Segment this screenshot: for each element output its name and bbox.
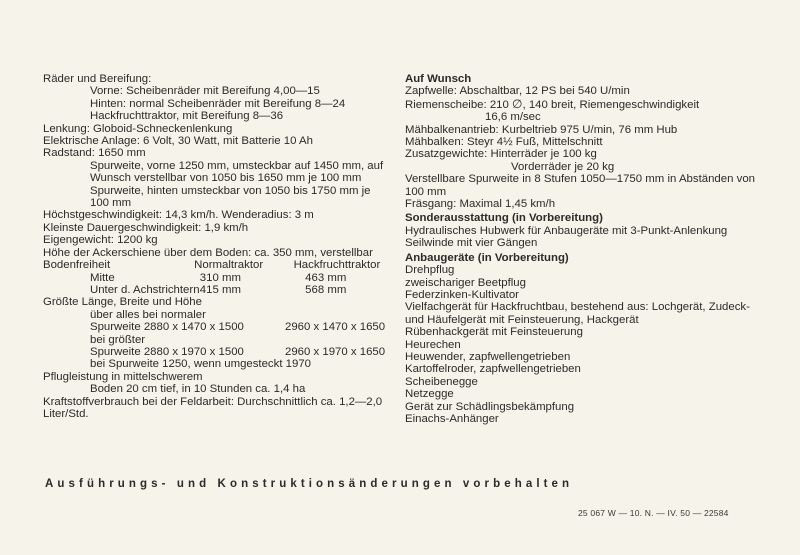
wheels-front: Vorne: Scheibenräder mit Bereifung 4,00—15 — [90, 85, 320, 98]
attachment-item: zweischariger Beetpflug — [405, 276, 526, 289]
milling-spec: Fräsgang: Maximal 1,45 km/h — [405, 198, 556, 211]
dims-biggest: bei größter — [90, 333, 146, 346]
pto-spec: Zapfwelle: Abschaltbar, 12 PS bei 540 U/min — [405, 85, 630, 98]
pulley-prefix: Riemenscheibe: 210 — [405, 98, 509, 111]
clearance-row — [43, 284, 393, 296]
multi-tool-spec: Vielfachgerät für Hackfruchtbau, bestehend aus: Lochgerät, Zudeck- und Häufelgerät mit Feinsteuerung, Hackgerät — [405, 301, 750, 326]
dims-row-hack: 2960 x 1470 x 1650 — [285, 321, 386, 334]
winch-spec: Seilwinde mit vier Gängen — [405, 237, 538, 250]
clearance-row-label: Mitte — [90, 271, 115, 284]
mower-drive-spec: Mähbalkenantrieb: Kurbeltrieb 975 U/min, 76 mm Hub — [405, 123, 678, 136]
left-column — [43, 73, 393, 420]
attachment-item: Netzegge — [405, 388, 454, 401]
attachment-item: Heuwender, zapfwellengetrieben — [405, 350, 571, 363]
clearance-row-normal: 310 mm — [199, 271, 241, 284]
dims-row — [43, 346, 393, 358]
attach-heading: Anbaugeräte (in Vorbereitung) — [405, 251, 569, 264]
special-heading: Sonderausstattung (in Vorbereitung) — [405, 212, 603, 225]
attachment-item: Gerät zur Schädlingsbekämpfung — [405, 400, 575, 413]
electric-spec: Elektrische Anlage: 6 Volt, 30 Watt, mit Batterie 10 Ah — [43, 135, 313, 148]
track-rear-spec: Spurweite, hinten umsteckbar von 1050 bis 1750 mm je 100 mm — [90, 184, 371, 210]
optional-heading: Auf Wunsch — [405, 73, 472, 85]
clearance-row-normal: 415 mm — [199, 283, 241, 296]
right-column — [405, 73, 760, 425]
attachment-item: Drehpflug — [405, 264, 455, 277]
clearance-label: Bodenfreiheit — [43, 259, 111, 272]
track-adjust-spec: Verstellbare Spurweite in 8 Stufen 1050—1750 mm in Abständen von 100 mm — [405, 173, 755, 198]
mower-bar-spec: Mähbalken: Steyr 4½ Fuß, Mittelschnitt — [405, 136, 603, 149]
wheels-heading: Räder und Bereifung: — [43, 73, 152, 85]
extra-weights-rear: Zusatzgewichte: Hinterräder je 100 kg — [405, 148, 597, 161]
dims-row-normal: Spurweite 2880 x 1970 x 1500 — [90, 345, 244, 358]
clearance-row-hack: 568 mm — [305, 283, 347, 296]
fuel-spec: Kraftstoffverbrauch bei der Feldarbeit: Durchschnittlich ca. 1,2—2,0 Liter/Std. — [43, 395, 383, 420]
pulley-spec — [405, 98, 760, 111]
wheels-rear: Hinten: normal Scheibenräder mit Bereifung 8—24 — [90, 97, 346, 110]
clearance-row — [43, 272, 393, 284]
clearance-row-hack: 463 mm — [305, 271, 347, 284]
plough-heading: Pflugleistung in mittelschwerem — [43, 370, 203, 383]
steering-spec: Lenkung: Globoid-Schneckenlenkung — [43, 122, 233, 135]
diameter-icon: ∅ — [512, 96, 523, 111]
attachment-item: Rübenhackgerät mit Feinsteuerung — [405, 326, 583, 339]
wheels-hack: Hackfruchttraktor, mit Bereifung 8—36 — [90, 110, 284, 123]
dims-row-normal: Spurweite 2880 x 1470 x 1500 — [90, 321, 244, 334]
pulley-suffix: , 140 breit, Riemengeschwindigkeit — [522, 98, 700, 111]
weight-spec: Eigengewicht: 1200 kg — [43, 234, 158, 247]
extra-weights-front: Vorderräder je 20 kg — [511, 160, 615, 173]
rail-height-spec: Höhe der Ackerschiene über dem Boden: ca. 350 mm, verstellbar — [43, 246, 373, 259]
max-speed-spec: Höchstgeschwindigkeit: 14,3 km/h. Wenderadius: 3 m — [43, 209, 314, 222]
dims-note: bei Spurweite 1250, wenn umgesteckt 1970 — [90, 358, 311, 371]
track-front-spec: Spurweite, vorne 1250 mm, umsteckbar auf 1450 mm, auf Wunsch verstellbar von 1050 bis 1650 mm je 100 mm — [90, 159, 384, 185]
wheelbase-spec: Radstand: 1650 mm — [43, 147, 146, 160]
dims-over-all: über alles bei normaler — [90, 308, 206, 321]
clearance-row-label: Unter d. Achstrichtern — [90, 283, 200, 296]
dims-row — [43, 321, 393, 333]
clearance-header — [43, 259, 393, 271]
attachment-item: Scheibenegge — [405, 375, 478, 388]
attachment-item: Einachs-Anhänger — [405, 412, 499, 425]
hydraulic-spec: Hydraulisches Hubwerk für Anbaugeräte mit 3-Punkt-Anlenkung — [405, 224, 728, 237]
min-speed-spec: Kleinste Dauergeschwindigkeit: 1,9 km/h — [43, 221, 249, 234]
attachment-item: Federzinken-Kultivator — [405, 288, 519, 301]
attachment-item: Kartoffelroder, zapfwellengetrieben — [405, 363, 581, 376]
dims-row-hack: 2960 x 1970 x 1650 — [285, 345, 386, 358]
clearance-col-normal: Normaltraktor — [194, 259, 264, 272]
plough-value: Boden 20 cm tief, in 10 Stunden ca. 1,4 ha — [90, 383, 306, 396]
print-code: 25 067 W — 10. N. — IV. 50 — 22584 — [578, 508, 729, 518]
disclaimer: Ausführungs- und Konstruktionsänderungen vorbehalten — [45, 478, 574, 490]
clearance-col-hack: Hackfruchttraktor — [293, 259, 381, 272]
dims-heading: Größte Länge, Breite und Höhe — [43, 296, 202, 309]
attachment-item: Heurechen — [405, 338, 461, 351]
pulley-cont: 16,6 m/sec — [485, 111, 541, 124]
